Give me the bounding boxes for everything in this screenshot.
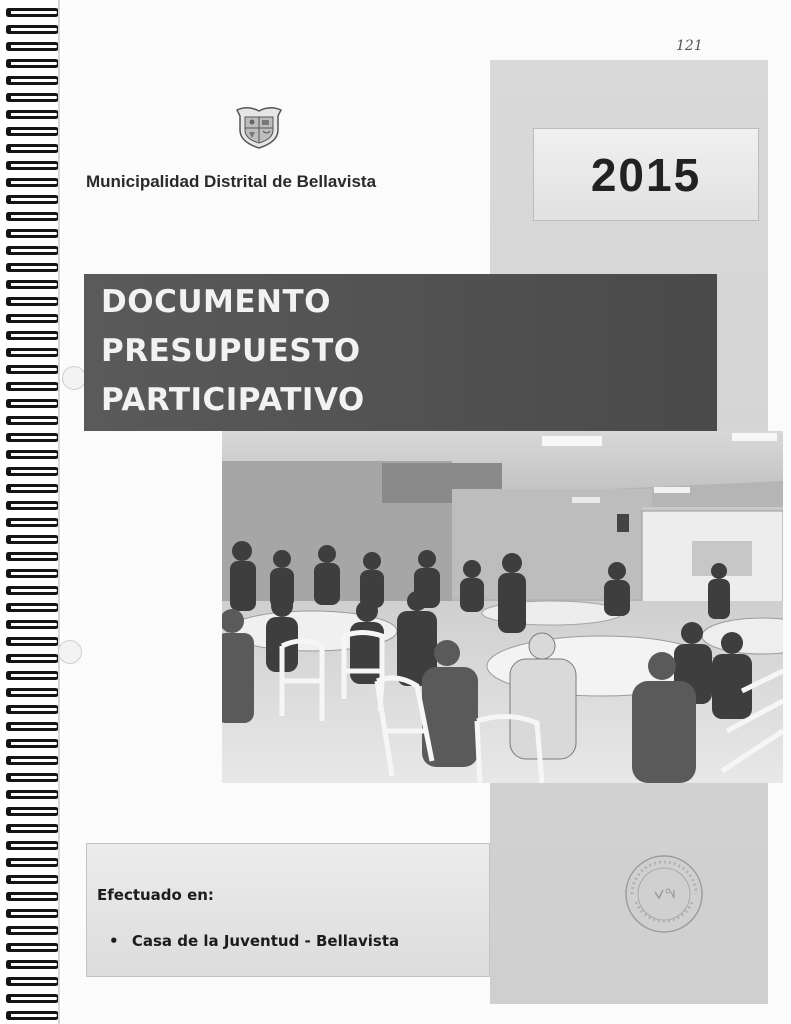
binding-coil bbox=[6, 331, 60, 340]
location-box bbox=[86, 843, 490, 977]
binding-coil bbox=[6, 127, 60, 136]
binding-coil bbox=[6, 960, 60, 969]
binding-coil bbox=[6, 841, 60, 850]
binding-coil bbox=[6, 382, 60, 391]
title-line-3: PARTICIPATIVO bbox=[101, 382, 365, 418]
binding-coil bbox=[6, 637, 60, 646]
spiral-binding bbox=[0, 0, 62, 1024]
binding-coil bbox=[6, 195, 60, 204]
binding-coil bbox=[6, 994, 60, 1003]
binding-coil bbox=[6, 569, 60, 578]
binding-coil bbox=[6, 892, 60, 901]
binding-coil bbox=[6, 807, 60, 816]
binding-coil bbox=[6, 620, 60, 629]
year-box bbox=[533, 128, 759, 221]
binding-coil bbox=[6, 501, 60, 510]
title-line-1: DOCUMENTO bbox=[101, 284, 331, 320]
binding-coil bbox=[6, 552, 60, 561]
binding-coil bbox=[6, 977, 60, 986]
binding-coil bbox=[6, 76, 60, 85]
binding-coil bbox=[6, 858, 60, 867]
binding-coil bbox=[6, 773, 60, 782]
approval-stamp-icon bbox=[622, 852, 706, 936]
binding-coil bbox=[6, 875, 60, 884]
binding-coil bbox=[6, 467, 60, 476]
binding-coil bbox=[6, 25, 60, 34]
binding-coil bbox=[6, 484, 60, 493]
binding-coil bbox=[6, 280, 60, 289]
binding-coil bbox=[6, 161, 60, 170]
binding-coil bbox=[6, 297, 60, 306]
binding-coil bbox=[6, 110, 60, 119]
binding-coil bbox=[6, 42, 60, 51]
punch-hole bbox=[62, 366, 86, 390]
handwritten-page-number: 121 bbox=[676, 38, 703, 54]
location-label: Efectuado en: bbox=[97, 886, 214, 904]
location-text: Casa de la Juventud - Bellavista bbox=[131, 932, 400, 950]
binding-coil bbox=[6, 671, 60, 680]
binding-coil bbox=[6, 246, 60, 255]
binding-coil bbox=[6, 722, 60, 731]
binding-coil bbox=[6, 178, 60, 187]
bullet-icon: • bbox=[109, 932, 119, 950]
binding-coil bbox=[6, 229, 60, 238]
binding-coil bbox=[6, 433, 60, 442]
binding-coil bbox=[6, 348, 60, 357]
binding-coil bbox=[6, 399, 60, 408]
binding-coil bbox=[6, 8, 60, 17]
binding-coil bbox=[6, 586, 60, 595]
binding-coil bbox=[6, 756, 60, 765]
title-line-2: PRESUPUESTO bbox=[101, 333, 361, 369]
binding-coil bbox=[6, 654, 60, 663]
binding-coil bbox=[6, 739, 60, 748]
binding-coil bbox=[6, 943, 60, 952]
institution-name: Municipalidad Distrital de Bellavista bbox=[86, 172, 377, 191]
year-label: 2015 bbox=[590, 148, 702, 201]
binding-coil bbox=[6, 263, 60, 272]
binding-coil bbox=[6, 365, 60, 374]
binding-coil bbox=[6, 535, 60, 544]
meeting-photo bbox=[222, 431, 783, 783]
binding-coil bbox=[6, 790, 60, 799]
binding-coil bbox=[6, 705, 60, 714]
binding-coil bbox=[6, 314, 60, 323]
binding-coil bbox=[6, 603, 60, 612]
binding-coil bbox=[6, 688, 60, 697]
binding-coil bbox=[6, 518, 60, 527]
binding-coil bbox=[6, 909, 60, 918]
binding-coil bbox=[6, 416, 60, 425]
coat-of-arms-icon bbox=[234, 104, 284, 150]
binding-coil bbox=[6, 144, 60, 153]
location-item bbox=[109, 932, 399, 950]
binding-coil bbox=[6, 450, 60, 459]
page-edge bbox=[58, 0, 60, 1024]
punch-hole bbox=[58, 640, 82, 664]
binding-coil bbox=[6, 926, 60, 935]
binding-coil bbox=[6, 93, 60, 102]
binding-coil bbox=[6, 1011, 60, 1020]
binding-coil bbox=[6, 59, 60, 68]
binding-coil bbox=[6, 824, 60, 833]
binding-coil bbox=[6, 212, 60, 221]
